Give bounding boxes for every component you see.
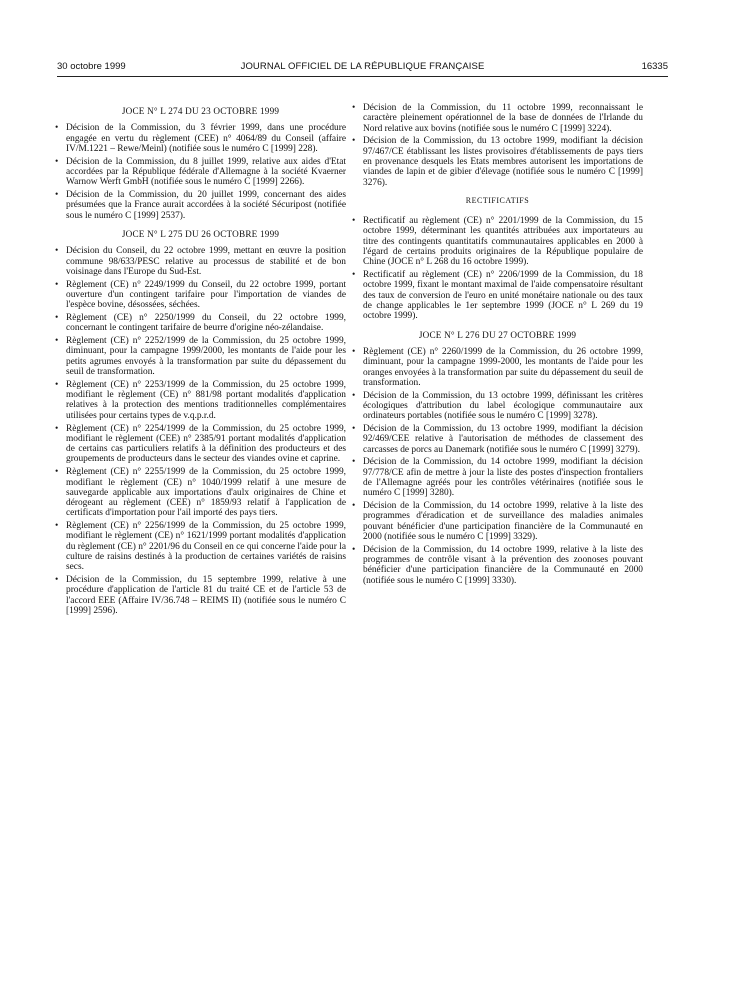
list-item: • Règlement (CE) n° 2252/1999 de la Commission, du 25 octobre 1999, diminuant, pour la campagne 1999/2000, les montants de l'aide pour les petits agrumes envoyés à la transformation par suite du dépassement du seuil de transformation. [55, 336, 346, 378]
list-item: • Règlement (CE) n° 2250/1999 du Conseil, du 22 octobre 1999, concernant le contingent tarifaire de beurre d'origine néo-zélandaise. [55, 313, 346, 334]
list-item: • Règlement (CE) n° 2254/1999 de la Commission, du 25 octobre 1999, modifiant le règlement (CEE) n° 2385/91 portant modalités d'application de certains cas particuliers relatifs à la définition des producteurs et des groupements de producteurs dans le secteur des viandes ovine et caprine. [55, 423, 346, 465]
section-heading: JOCE N° L 274 DU 23 OCTOBRE 1999 [121, 106, 280, 116]
list-item: • Règlement (CE) n° 2256/1999 de la Commission, du 25 octobre 1999, modifiant le règlement (CE) n° 1621/1999 portant modalités d'application du règlement (CE) n° 2201/96 du Conseil en ce qui concerne l'aide pour la culture de raisins destinés à la production de certaines variétés de raisins secs. [55, 521, 346, 573]
item-list [55, 123, 346, 221]
list-item: • Rectificatif au règlement (CE) n° 2201/1999 de la Commission, du 15 octobre 1999, déterminant les quantités attribuées aux importateurs au titre des contingents quantitatifs communautaires applicables en 2000 à l'égard de certains produits originaires de la République populaire de Chine (JOCE n° L 268 du 16 octobre 1999). [352, 216, 643, 268]
list-item: • Rectificatif au règlement (CE) n° 2206/1999 de la Commission, du 18 octobre 1999, fixant le montant maximal de l'aide compensatoire résultant des taux de conversion de l'euro en unité monétaire nationale ou des taux de change applicables le 1er septembre 1999 (JOCE n° L 269 du 19 octobre 1999). [352, 270, 643, 322]
item-list [55, 246, 346, 616]
list-item: • Décision de la Commission, du 20 juillet 1999, concernant des aides présumées que la France aurait accordées à la société Sécuripost (notifiée sous le numéro C [1999] 2537). [55, 190, 346, 221]
journal-title: JOURNAL OFFICIEL DE LA RÉPUBLIQUE FRANÇAISE [240, 61, 485, 72]
right-column [352, 103, 643, 594]
list-item: • Décision de la Commission, du 11 octobre 1999, reconnaissant le caractère pleinement opérationnel de la base de données de l'Irlande du Nord relative aux bovins (notifiée sous le numéro C [1999] 3224). [352, 103, 643, 134]
list-item: • Décision du Conseil, du 22 octobre 1999, mettant en œuvre la position commune 98/633/PESC relative au processus de stabilité et de bon voisinage dans l'Europe du Sud-Est. [55, 246, 346, 277]
list-item: • Décision de la Commission, du 14 octobre 1999, modifiant la décision 97/778/CE afin de mettre à jour la liste des postes d'inspection frontaliers de l'Allemagne agréés pour les contrôles vétérinaires (notifiée sous le numéro C [1999] 3280). [352, 457, 643, 499]
page-number: 16335 [641, 61, 668, 72]
left-column [55, 106, 346, 624]
item-list [352, 347, 643, 586]
list-item: • Décision de la Commission, du 3 février 1999, dans une procédure engagée en vertu du règlement (CEE) n° 4064/89 du Conseil (affaire IV/M.1221 – Rewe/Meinl) (notifiée sous le numéro C [1999] 228). [55, 123, 346, 154]
list-item: • Règlement (CE) n° 2260/1999 de la Commission, du 26 octobre 1999, diminuant, pour la campagne 1999-2000, les montants de l'aide pour les oranges envoyées à la transformation par suite du dépassement du seuil de transformation. [352, 346, 643, 388]
page-header [57, 61, 668, 75]
list-item: • Règlement (CE) n° 2249/1999 du Conseil, du 22 octobre 1999, portant ouverture d'un contingent tarifaire pour l'importation de viandes de l'espèce bovine, désossées, séchées. [55, 279, 346, 311]
list-item: • Règlement (CE) n° 2255/1999 de la Commission, du 25 octobre 1999, modifiant le règlement (CE) n° 1040/1999 relatif à une mesure de sauvegarde applicable aux importations d'aulx originaires de Chine et dérogeant au règlement (CEE) n° 1859/93 relatif à l'application de certificats d'importation pour l'ail importé des pays tiers. [55, 467, 346, 519]
list-item: • Décision de la Commission, du 13 octobre 1999, modifiant la décision 92/469/CEE relative à l'autorisation de méthodes de classement des carcasses de porcs au Danemark (notifiée sous le numéro C [1999] 3279). [352, 424, 643, 455]
section-heading: RECTIFICATIFS [465, 195, 530, 205]
list-item: • Décision de la Commission, du 13 octobre 1999, définissant les critères écologiques d'attribution du label écologique communautaire aux ordinateurs portables (notifiée sous le numéro C [1999] 3278). [352, 390, 643, 422]
item-list [352, 103, 643, 188]
list-item: • Décision de la Commission, du 14 octobre 1999, relative à la liste des programmes d'éradication et de surveillance des maladies animales pouvant bénéficier d'une participation financière de la Communauté en 2000 (notifiée sous le numéro C [1999] 3329). [352, 501, 643, 542]
section-heading: JOCE N° L 275 DU 26 OCTOBRE 1999 [121, 228, 280, 239]
list-item: • Décision de la Commission, du 13 octobre 1999, modifiant la décision 97/467/CE établissant les listes provisoires d'établissements de pays tiers en provenance desquels les Etats membres autorisent les importations de viandes de lapin et de gibier d'élevage (notifiée sous le numéro C [1999] 3276). [352, 136, 643, 188]
list-item: • Décision de la Commission, du 8 juillet 1999, relative aux aides d'Etat accordées par la République fédérale d'Allemagne à la société Kvaerner Warnow Werft GmbH (notifiée sous le numéro C [1999] 2266). [55, 156, 346, 188]
header-rule [57, 76, 668, 77]
list-item: • Décision de la Commission, du 15 septembre 1999, relative à une procédure d'application de l'article 81 du traité CE et de l'article 53 de l'accord EEE (Affaire IV/36.748 – REIMS II) (notifiée sous le numéro C [1999] 2596). [55, 575, 346, 617]
list-item: • Règlement (CE) n° 2253/1999 de la Commission, du 25 octobre 1999, modifiant le règlement (CE) n° 881/98 portant modalités d'application relatives à la protection des mentions traditionnelles complémentaires utilisées pour certains types de v.q.p.r.d. [55, 379, 346, 421]
list-item: • Décision de la Commission, du 14 octobre 1999, relative à la liste des programmes de contrôle visant à la prévention des zoonoses pouvant bénéficier d'une participation financière de la Communauté en 2000 (notifiée sous le numéro C [1999] 3330). [352, 544, 643, 586]
item-list [352, 216, 643, 321]
issue-date: 30 octobre 1999 [57, 61, 126, 72]
section-heading: JOCE N° L 276 DU 27 OCTOBRE 1999 [418, 329, 577, 340]
